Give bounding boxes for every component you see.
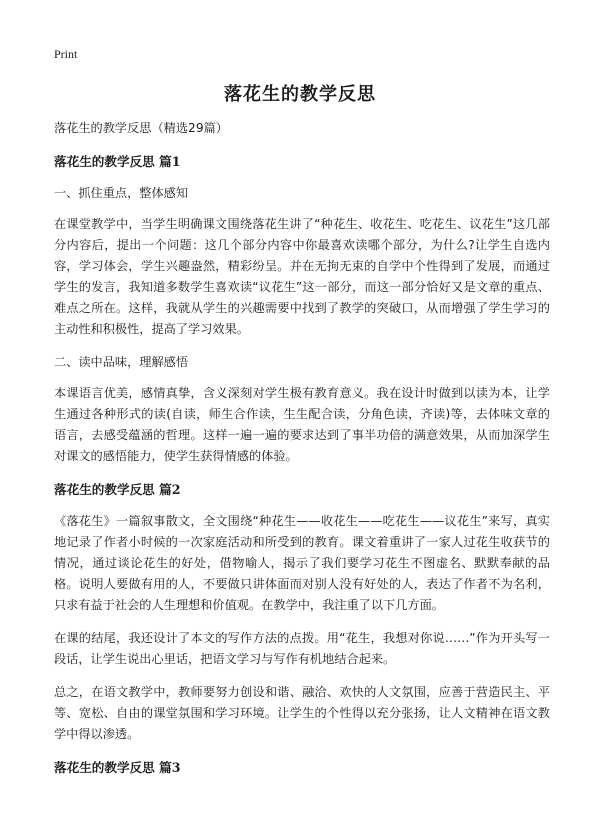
paragraph: 本课语言优美，感情真挚，含义深刻对学生极有教育意义。我在设计时做到以读为本，让学生通过各种形式的读(自读，师生合作读，生生配合读，分角色读，齐读)等，去体味文章的语言，去感受蕴涵的哲理。这样一遍一遍的要求达到了事半功倍的满意效果，从而加深学生对课文的感悟能力，使学生获得情感的体验。 <box>54 386 550 463</box>
subheading: 一、抓住重点，整体感知 <box>54 186 189 200</box>
section-heading-1: 落花生的教学反思 篇1 <box>54 154 181 169</box>
paragraph: 在课的结尾，我还设计了本文的写作方法的点拨。用“花生，我想对你说……”作为开头写一段话，让学生说出心里话，把语文学习与写作有机地结合起来。 <box>54 631 550 666</box>
paragraph: 在课堂教学中，当学生明确课文围绕落花生讲了“种花生、收花生、吃花生、议花生”这几部分内容后，提出一个问题：这几个部分内容中你最喜欢读哪个部分，为什么?让学生自选内容，学习体会，学生兴趣盎然，精彩纷呈。并在无拘无束的自学中个性得到了发展，而通过学生的发言，我知道多数学生喜欢读“议花生”这一部分，而这一部分恰好又是文章的重点、难点之所在。这样，我就从学生的兴趣需要中找到了教学的突破口，从而增强了学生学习的主动性和积极性，提高了学习效果。 <box>54 217 550 336</box>
print-label[interactable]: Print <box>54 47 78 61</box>
subheading: 二、读中品味，理解感悟 <box>54 355 189 369</box>
paragraph: 总之，在语文教学中，教师要努力创设和谐、融洽、欢快的人文氛围，应善于营造民主、平等、宽松、自由的课堂氛围和学习环境。让学生的个性得以充分张扬，让人文精神在语文教学中得以渗透。 <box>54 685 550 741</box>
section-heading-3: 落花生的教学反思 篇3 <box>54 760 181 775</box>
paragraph: 《落花生》一篇叙事散文，全文围绕“种花生——收花生——吃花生——议花生”来写，真实地记录了作者小时候的一次家庭活动和所受到的教育。课文着重讲了一家人过花生收获节的情况，通过谈论花生的好处，借物喻人，揭示了我们要学习花生不图虚名、默默奉献的品格。说明人要做有用的人，不要做只讲体面而对别人没有好处的人，表达了作者不为名利，只求有益于社会的人生理想和价值观。在教学中，我注重了以下几方面。 <box>54 514 550 612</box>
document-subtitle: 落花生的教学反思（精选29篇） <box>54 121 228 135</box>
page-title: 落花生的教学反思 <box>224 84 376 105</box>
document-body <box>54 118 550 789</box>
section-heading-2: 落花生的教学反思 篇2 <box>54 482 181 497</box>
